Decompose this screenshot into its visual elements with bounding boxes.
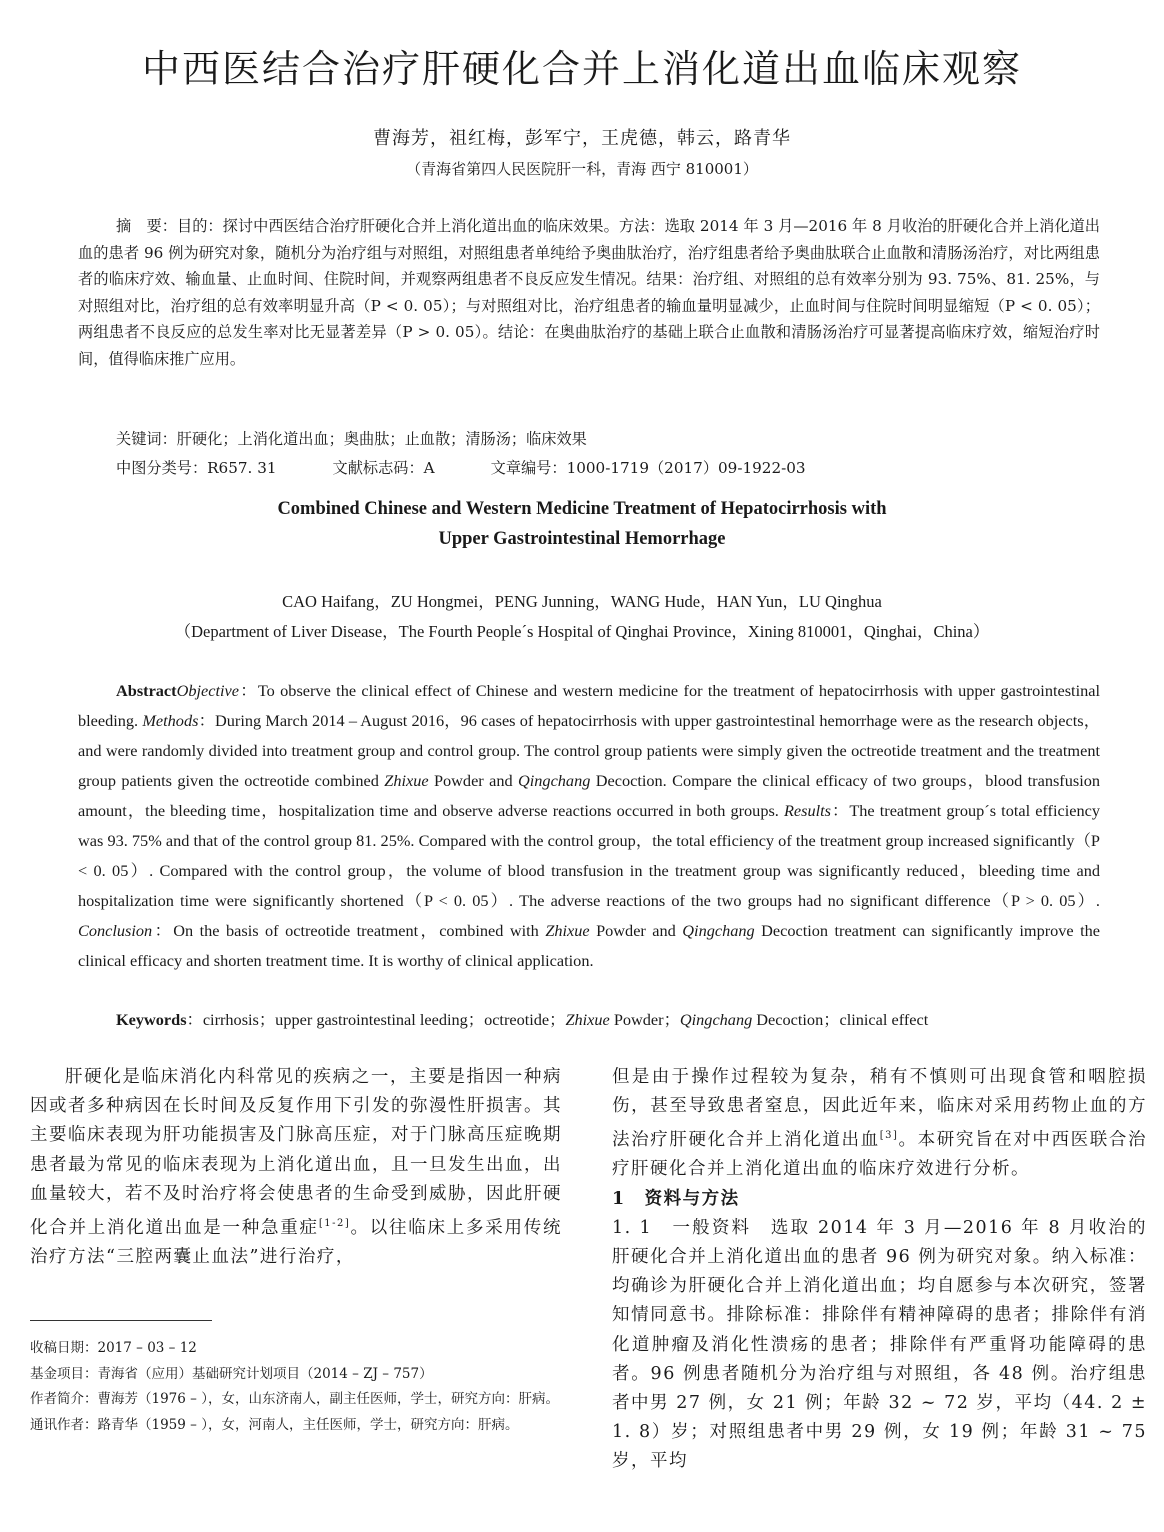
- abstract-cn: [78, 213, 1100, 372]
- methods-text-a: ：During March 2014 – August 2016，96 cases of hepatocirrhosis with upper gastrointestinal hemorrhage were as the research objects，and were randomly divided into treatment group and control group. The control group patients were simply given the octreotide treatment and the treatment group patients given the octreotide combined: [78, 711, 1101, 790]
- body-text-a: 肝硬化是临床消化内科常见的疾病之一，主要是指因一种病因或者多种病因在长时间及反复作用下引发的弥漫性肝损害。其主要临床表现为肝功能损害及门脉高压症，对于门脉高压症晚期患者最为常见的临床表现为上消化道出血，且一旦发生出血，出血量较大，若不及时治疗将会使患者的生命受到威胁，因此肝硬化合并上消化道出血是一种急重症: [30, 1067, 562, 1238]
- zhixue-term-2: Zhixue: [545, 921, 590, 940]
- footnotes: [30, 1336, 570, 1438]
- title-en-line1: Combined Chinese and Western Medicine Treatment of Hepatocirrhosis with: [277, 499, 887, 519]
- body-right-text-a: 但是由于操作过程较为复杂，稍有不慎则可出现食管和咽腔损伤，甚至导致患者窒息，因此近年来，临床对采用药物止血的方法治疗肝硬化合并上消化道出血: [612, 1067, 1147, 1151]
- methods-text-c: Decoction. Compare the clinical efficacy of two groups，blood transfusion amount，the bleeding time，hospitalization time and observe adverse reactions occurred in both groups.: [78, 771, 1101, 820]
- keywords-cn: 关键词：肝硬化；上消化道出血；奥曲肽；止血散；清肠汤；临床效果: [116, 430, 587, 448]
- classification-line: [116, 457, 862, 478]
- abstract-en: [78, 676, 1100, 976]
- body-paragraph-right: [612, 1063, 1147, 1185]
- qingchang-term: Qingchang: [518, 771, 591, 790]
- keywords-text-a: ：cirrhosis；upper gastrointestinal leeding；octreotide；: [186, 1010, 566, 1029]
- keywords-zhixue: Zhixue: [565, 1010, 610, 1029]
- keywords-en: [116, 1006, 928, 1030]
- body-right-text-b: 。本研究旨在对中西医联合治疗肝硬化合并上消化道出血的临床疗效进行分析。: [612, 1130, 1148, 1180]
- footnote-corresponding: 通讯作者：路青华（1959 – ），女，河南人，主任医师，学士，研究方向：肝病。: [30, 1416, 519, 1433]
- article-number: 文章编号：1000-1719（2017）09-1922-03: [490, 459, 806, 477]
- zhixue-term: Zhixue: [384, 771, 429, 790]
- body-paragraph: [30, 1063, 562, 1272]
- abstract-cn-text: 摘 要：目的：探讨中西医结合治疗肝硬化合并上消化道出血的临床效果。方法：选取 2014 年 3 月—2016 年 8 月收治的肝硬化合并上消化道出血的患者 96 例为研究对象，随机分为治疗组与对照组，对照组患者单纯给予奥曲肽治疗，治疗组患者给予奥曲肽联合止血散和清肠汤治疗，对比两组患者的临床疗效、输血量、止血时间、住院时间，并观察两组患者不良反应发生情况。结果：治疗组、对照组的总有效率分别为 93. 75%、81. 25%，与对照组对比，治疗组的总有效率明显升高（P < 0. 05）；与对照组对比，治疗组患者的输血量明显减少，止血时间与住院时间明显缩短（P < 0. 05）；两组患者不良反应的总发生率对比无显著差异（P > 0. 05）。结论：在奥曲肽治疗的基础上联合止血散和清肠汤治疗可显著提高临床疗效，缩短治疗时间，值得临床推广应用。: [78, 217, 1100, 368]
- conclusion-text-a: ：On the basis of octreotide treatment，combined with: [152, 921, 546, 940]
- authors-en: CAO Haifang，ZU Hongmei，PENG Junning，WANG Hude，HAN Yun，LU Qinghua: [282, 592, 882, 611]
- keywords-text-b: Powder；: [609, 1010, 680, 1029]
- doc-code: 文献标志码：A: [332, 459, 435, 477]
- methods-label: Methods: [142, 711, 199, 730]
- body-text-b: 。以往临床上多采用传统治疗方法“三腔两囊止血法”进行治疗，: [30, 1217, 563, 1268]
- authors-cn: 曹海芳，祖红梅，彭军宁，王虎德，韩云，路青华: [373, 128, 791, 149]
- abstract-en-text: [78, 676, 1100, 976]
- citation-ref-3[interactable]: [3]: [879, 1130, 899, 1142]
- footnote-funding: 基金项目：青海省（应用）基础研究计划项目（2014 – ZJ – 757）: [30, 1365, 433, 1382]
- results-label: Results: [783, 801, 831, 820]
- results-text: ：The treatment group´s total efficiency was 93. 75% and that of the control group 81. 25%. Compared with the control group，the total efficiency of the treatment group increased significantly（P < 0. 05）. Compared with the control group，the volume of blood transfusion in the treatment group was significantly reduced，bleeding time and hospitalization time were significantly shortened（P < 0. 05）. The adverse reactions of the two groups had no significant difference（P > 0. 05）.: [78, 801, 1100, 910]
- footnote-author-bio: 作者简介：曹海芳（1976 – ），女，山东济南人，副主任医师，学士，研究方向：肝病。: [30, 1391, 559, 1407]
- objective-label: Objective: [176, 681, 239, 700]
- conclusion-label: Conclusion: [78, 921, 153, 940]
- clc-number: 中图分类号：R657. 31: [116, 459, 277, 477]
- affiliation-cn: （青海省第四人民医院肝一科，青海 西宁 810001）: [406, 160, 758, 178]
- objective-text: ：To observe the clinical effect of Chinese and western medicine for the treatment of hepatocirrhosis with upper gastrointestinal bleeding.: [78, 681, 1100, 730]
- body-column-right: [612, 1063, 1147, 1477]
- citation-ref[interactable]: [1-2]: [318, 1218, 351, 1230]
- title-en: [0, 494, 1164, 554]
- title-en-line2: Upper Gastrointestinal Hemorrhage: [438, 529, 726, 549]
- abstract-label: Abstract: [116, 681, 177, 700]
- subsection-text: 选取 2014 年 3 月—2016 年 8 月收治的肝硬化合并上消化道出血的患者 96 例为研究对象。纳入标准：均确诊为肝硬化合并上消化道出血；均自愿参与本次研究，签署知情同意书。排除标准：排除伴有精神障碍的患者；排除伴有消化道肿瘤及消化性溃疡的患者；排除伴有严重肾功能障碍的患者。96 例患者随机分为治疗组与对照组，各 48 例。治疗组患者中男 27 例，女 21 例；年龄 32 ~ 72 岁，平均（44. 2 ± 1. 8）岁；对照组患者中男 29 例，女 19 例；年龄 31 ~ 75 岁，平均: [612, 1217, 1147, 1472]
- conclusion-text-b: Powder and: [589, 921, 683, 940]
- subsection-paragraph: [612, 1214, 1147, 1477]
- section-heading: 1 资料与方法: [612, 1188, 740, 1209]
- subsection-label: 1. 1 一般资料: [612, 1217, 752, 1238]
- footnote-received: 收稿日期：2017 – 03 – 12: [30, 1340, 197, 1356]
- keywords-label: Keywords: [116, 1010, 187, 1029]
- affiliation-en: （Department of Liver Disease，The Fourth People´s Hospital of Qinghai Province，Xining 810001，Qinghai，China）: [174, 622, 990, 641]
- qingchang-term-2: Qingchang: [682, 921, 755, 940]
- footnote-rule: [30, 1320, 212, 1321]
- conclusion-text-c: Decoction treatment can significantly improve the clinical efficacy and shorten treatment time. It is worthy of clinical application.: [78, 921, 1101, 970]
- body-column-left: [30, 1063, 562, 1272]
- methods-text-b: Powder and: [428, 771, 518, 790]
- keywords-qingchang: Qingchang: [679, 1010, 753, 1029]
- keywords-text-c: Decoction；clinical effect: [752, 1010, 929, 1029]
- title-cn: 中西医结合治疗肝硬化合并上消化道出血临床观察: [141, 47, 1022, 91]
